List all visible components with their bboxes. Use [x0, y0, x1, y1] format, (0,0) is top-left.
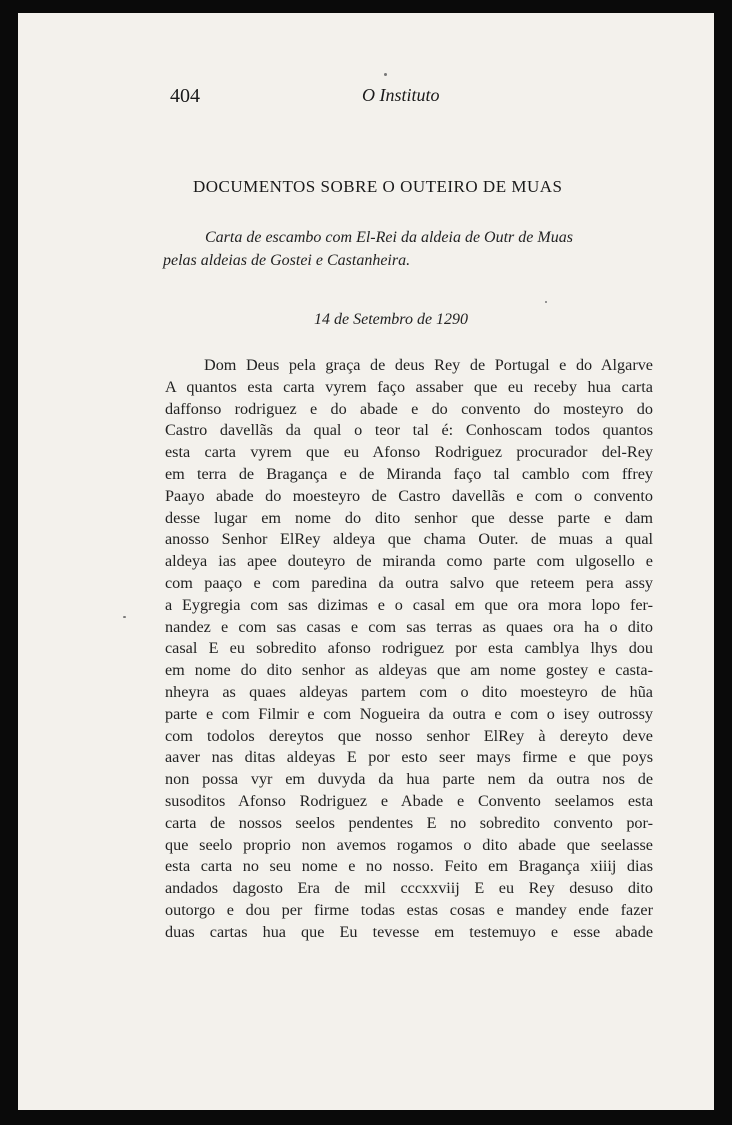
- body-line: nheyra as quaes aldeyas partem com o dito moesteyro de hũa: [165, 682, 653, 701]
- paper-speck: [384, 73, 387, 76]
- body-line: Dom Deus pela graça de deus Rey de Portugal e do Algarve: [204, 356, 653, 374]
- body-line: Paayo abade do moesteyro de Castro davellãs e com o convento: [165, 486, 653, 505]
- body-line: com paaço e com paredina da outra salvo que reteem pera assy: [165, 573, 653, 592]
- body-line: em terra de Bragança e de Miranda faço tal camblo com ffrey: [165, 464, 653, 483]
- body-line: casal E eu sobredito afonso rodriguez por esta camblya lhys dou: [165, 639, 653, 658]
- running-head: O Instituto: [362, 85, 440, 105]
- body-line: daffonso rodriguez e do abade e do convento do mosteyro do: [165, 399, 653, 418]
- body-line: susoditos Afonso Rodriguez e Abade e Convento seelamos esta: [165, 791, 653, 810]
- body-line: desse lugar em nome do dito senhor que desse parte e dam: [165, 508, 653, 527]
- body-line: que seelo proprio non avemos rogamos o dito abade que seelasse: [165, 835, 653, 854]
- body-line: parte e com Filmir e com Nogueira da outra e com o isey outrossy: [165, 704, 653, 723]
- body-line: aaver nas ditas aldeyas E por esto seer mays firme e que poys: [165, 748, 653, 767]
- paper-speck: [545, 301, 547, 303]
- document-date: 14 de Setembro de 1290: [314, 311, 469, 328]
- body-line: duas cartas hua que Eu tevesse em testemuyo e esse abade: [165, 922, 653, 941]
- body-line: com todolos dereytos que nosso senhor ElRey à dereyto deve: [165, 726, 653, 745]
- subtitle-line: Carta de escambo com El-Rei da aldeia de Outr de Muas: [205, 229, 573, 246]
- body-line: A quantos esta carta vyrem faço assaber que eu receby hua carta: [165, 377, 653, 396]
- body-line: anosso Senhor ElRey aldeya que chama Outer. de muas a qual: [165, 530, 653, 549]
- document-subtitle: [163, 226, 652, 272]
- body-line: Castro davellãs da qual o teor tal é: Conhoscam todos quantos: [165, 421, 653, 440]
- document-page: [18, 13, 714, 1110]
- body-line: non possa vyr em duvyda da hua parte nem da outra nos de: [165, 770, 653, 789]
- body-line: esta carta no seu nome e no nosso. Feito em Bragança xiiij dias: [165, 857, 653, 876]
- body-line: andados dagosto Era de mil cccxxviij E eu Rey desuso dito: [165, 879, 653, 898]
- body-line: em nome do dito senhor as aldeyas que am nome gostey e casta-: [165, 661, 653, 680]
- body-line: nandez e com sas casas e com sas terras as quaes ora ha o dito: [165, 617, 653, 636]
- document-body: [165, 355, 653, 944]
- body-line: carta de nossos seelos pendentes E no sobredito convento por-: [165, 813, 653, 832]
- document-title: DOCUMENTOS SOBRE O OUTEIRO DE MUAS: [193, 177, 563, 196]
- page-header: [18, 85, 714, 115]
- body-line: outorgo e dou per firme todas estas cosas e mandey ende fazer: [165, 900, 653, 919]
- body-line: aldeya ias apee douteyro de miranda como parte com ulgosello e: [165, 552, 653, 571]
- paper-speck: [123, 616, 126, 618]
- subtitle-line: pelas aldeias de Gostei e Castanheira.: [163, 252, 411, 269]
- body-line: esta carta vyrem que eu Afonso Rodriguez procurador del-Rey: [165, 443, 653, 462]
- body-line: a Eygregia com sas dizimas e o casal em que ora mora lopo fer-: [165, 595, 653, 614]
- page-number: 404: [170, 85, 200, 107]
